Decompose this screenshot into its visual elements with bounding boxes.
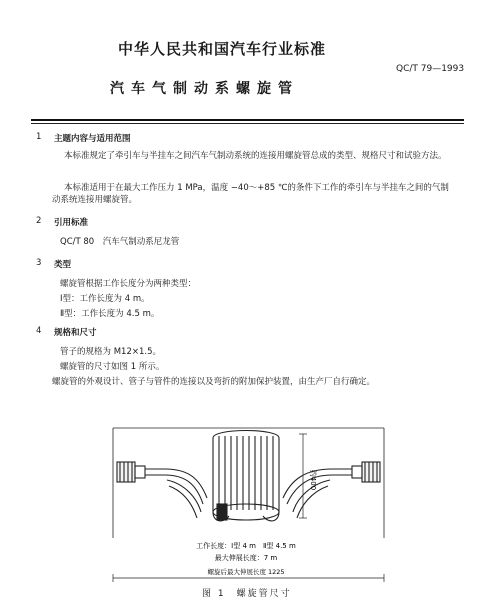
section-3-paragraph-1: 螺旋管根据工作长度分为两种类型： [60, 279, 197, 289]
coil-hose-drawing [105, 420, 392, 592]
section-3-title: 类型 [54, 260, 72, 270]
figure-caption: 图 1 螺旋管尺寸 [202, 589, 292, 599]
section-1-paragraph-2: 本标准适用于在最大工作压力 1 MPa，温度 −40～+85 ℃的条件下工作的牵引车与半挂车之间的气制动系统连接用螺旋管。 [52, 183, 449, 205]
coil-hose-figure [105, 420, 392, 592]
section-4-paragraph-1: 管子的规格为 M12×1.5。 [60, 347, 161, 357]
section-1-number: 1 [36, 132, 42, 142]
section-4-paragraph-3: 螺旋管的外观设计、管子与管件的连接以及弯折的附加保护装置，由生产厂自行确定。 [52, 377, 376, 387]
section-2-paragraph-1: QC/T 80 汽车气制动系尼龙管 [60, 237, 180, 247]
document-title: 汽车气制动系螺旋管 [110, 81, 299, 97]
section-4-paragraph-2: 螺旋管的尺寸如图 1 所示。 [60, 362, 165, 372]
section-1-paragraph-1: 本标准规定了牵引车与半挂车之间汽车气制动系统的连接用螺旋管总成的类型、规格尺寸和试验方法。 [64, 151, 447, 161]
section-3-paragraph-2: Ⅰ型：工作长度为 4 m。 [60, 294, 150, 304]
max-stretch-label: 最大伸展长度：7 m [214, 554, 278, 562]
header-rule-top [31, 119, 464, 121]
standard-code: QC/T 79—1993 [396, 64, 465, 74]
working-length-label: 工作长度：Ⅰ型 4 m Ⅱ型 4.5 m [196, 542, 296, 550]
section-3-paragraph-3: Ⅱ型：工作长度为 4.5 m。 [60, 309, 160, 319]
dimension-vertical-label: 约400 [309, 469, 317, 491]
section-4-title: 规格和尺寸 [54, 328, 97, 338]
section-1-title: 主题内容与适用范围 [54, 134, 131, 144]
header-rule-bottom [31, 123, 464, 124]
section-4-number: 4 [36, 326, 42, 336]
standard-title: 中华人民共和国汽车行业标准 [118, 40, 327, 58]
section-3-number: 3 [36, 258, 42, 268]
bottom-dimension-label: 螺旋后最大伸展长度 1225 [207, 568, 285, 576]
section-2-title: 引用标准 [54, 218, 89, 228]
section-2-number: 2 [36, 216, 42, 226]
